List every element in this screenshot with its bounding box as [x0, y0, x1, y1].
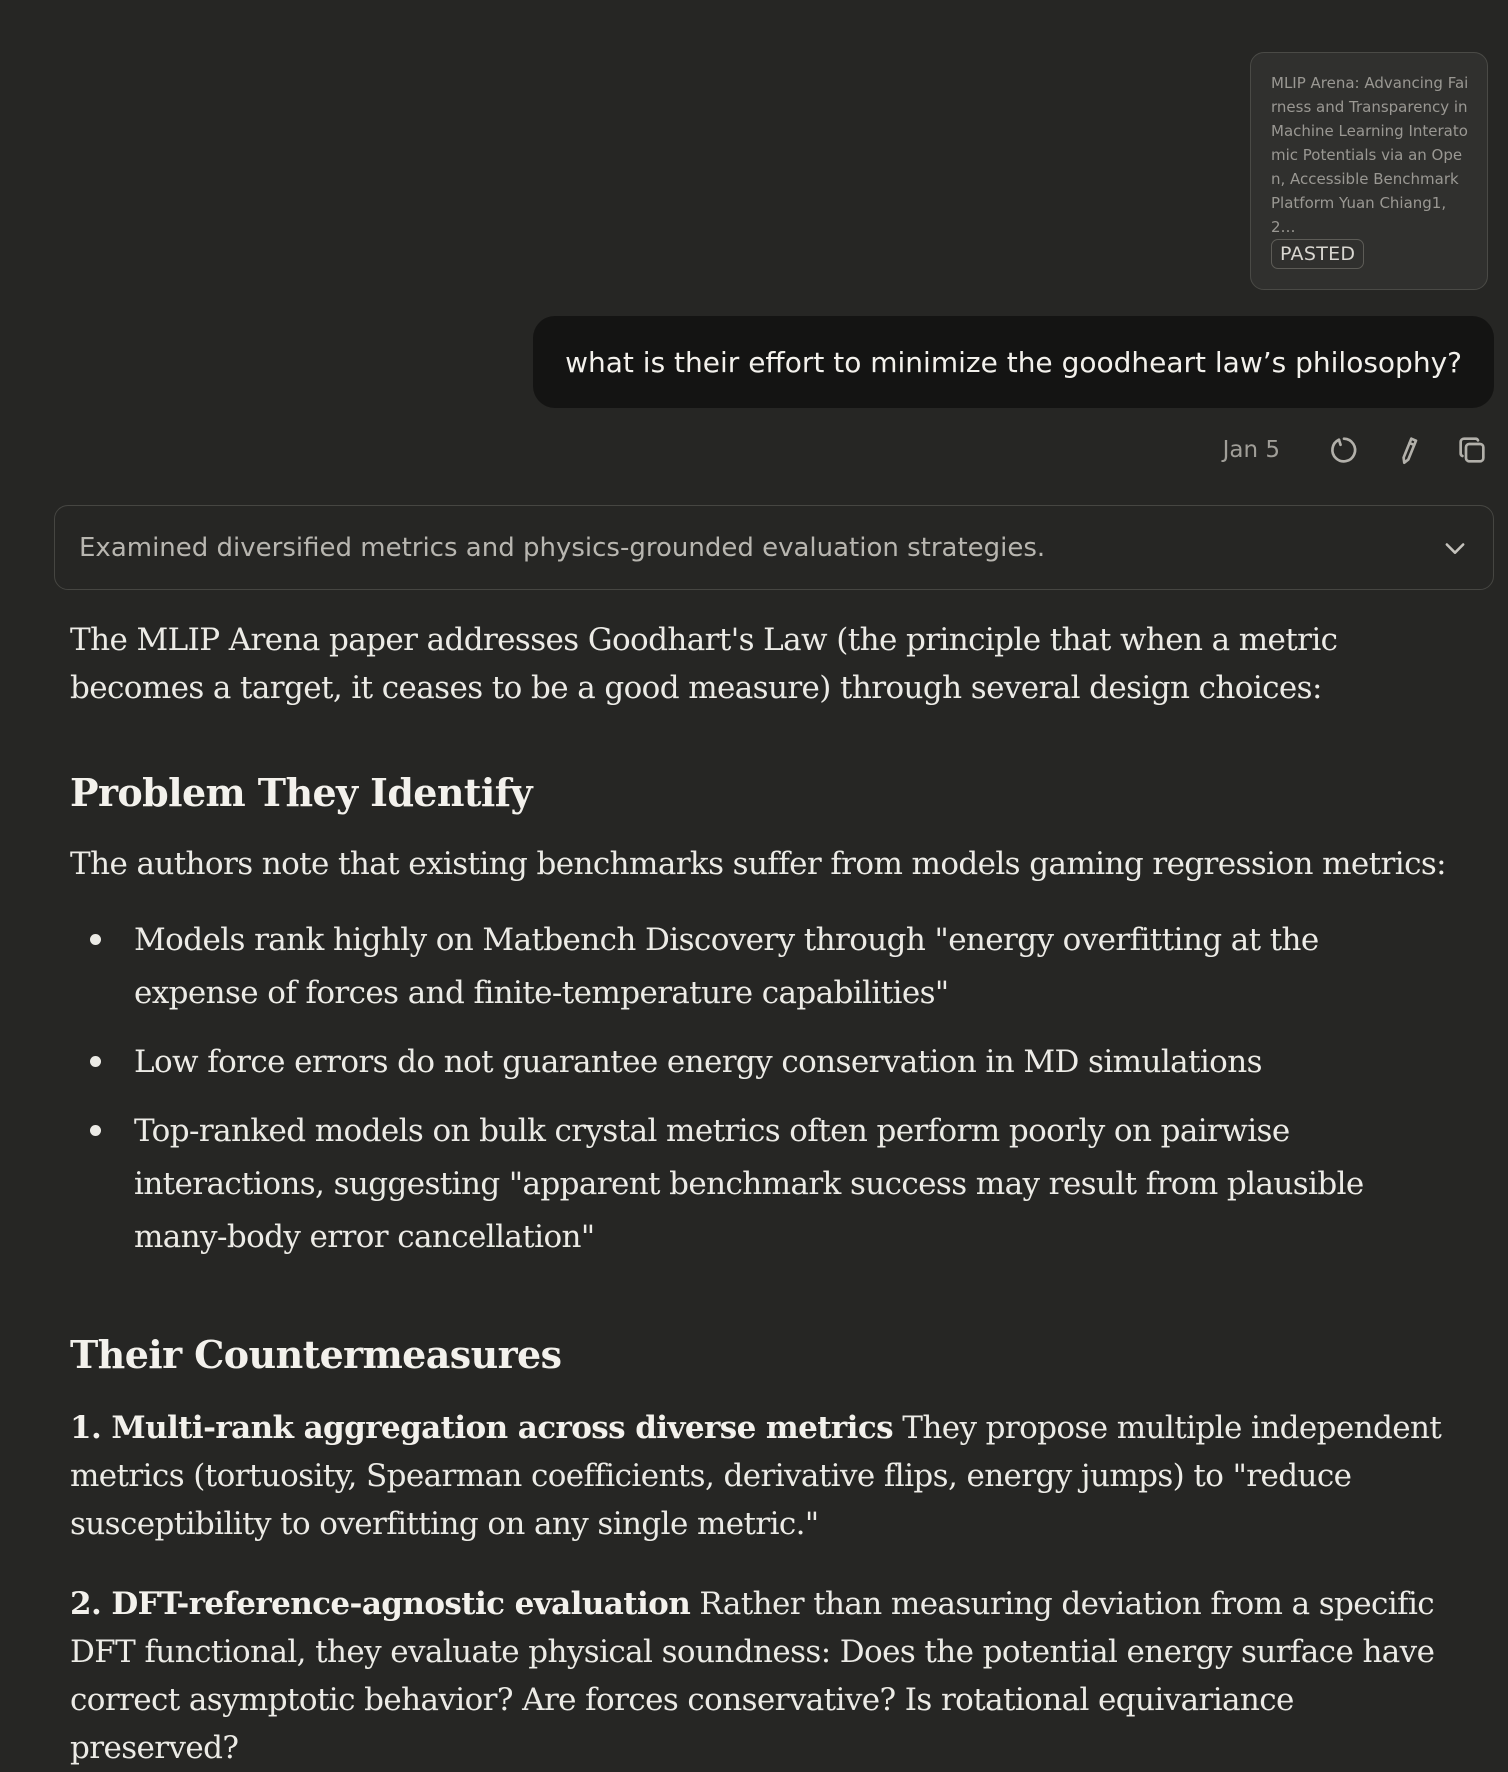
attachment-snippet: MLIP Arena: Advancing Fairness and Transparency in Machine Learning Interatomic Potentials via an Open, Accessible Benchmark Platform Yuan Chiang1,2… [1271, 74, 1469, 236]
message-actions [1223, 428, 1494, 472]
list-item [70, 914, 1450, 1020]
countermeasure-item [70, 1580, 1450, 1772]
bullet-icon [90, 1125, 101, 1136]
list-item [70, 1036, 1450, 1089]
countermeasure-title: 1. Multi-rank aggregation across diverse metrics [70, 1410, 893, 1446]
pasted-attachment-card[interactable] [1250, 52, 1488, 290]
edit-icon [1392, 434, 1424, 466]
section-heading-problem: Problem They Identify [70, 770, 532, 815]
copy-icon [1456, 434, 1488, 466]
bullet-text: Low force errors do not guarantee energy conservation in MD simulations [134, 1044, 1262, 1080]
pasted-badge: PASTED [1271, 239, 1364, 269]
bullet-text: Top-ranked models on bulk crystal metrics often perform poorly on pairwise interactions, suggesting "apparent benchmark success may result from plausible many-body error cancellation" [134, 1113, 1364, 1255]
list-item [70, 1105, 1450, 1264]
edit-button[interactable] [1386, 428, 1430, 472]
user-message-bubble [533, 316, 1494, 408]
bullet-text: Models rank highly on Matbench Discovery through "energy overfitting at the expense of forces and finite-temperature capabilities" [134, 922, 1319, 1011]
copy-button[interactable] [1450, 428, 1494, 472]
bullet-icon [90, 1056, 101, 1067]
user-message-text: what is their effort to minimize the goodheart law’s philosophy? [565, 345, 1462, 379]
retry-button[interactable] [1322, 428, 1366, 472]
message-date: Jan 5 [1222, 437, 1280, 463]
countermeasure-item [70, 1404, 1450, 1548]
thinking-summary-toggle[interactable] [54, 505, 1494, 590]
problem-bullet-list [70, 914, 1450, 1264]
section-heading-countermeasures: Their Countermeasures [70, 1332, 562, 1377]
retry-icon [1328, 434, 1360, 466]
countermeasure-body: They propose multiple independent metrics (tortuosity, Spearman coefficients, derivative flips, energy jumps) to "reduce susceptibility to overfitting on any single metric." [70, 1410, 1442, 1542]
assistant-response [70, 610, 1450, 1772]
bullet-icon [90, 934, 101, 945]
response-intro: The MLIP Arena paper addresses Goodhart's Law (the principle that when a metric becomes a target, it ceases to be a good measure) through several design choices: [70, 622, 1338, 706]
chevron-down-icon [1441, 534, 1469, 562]
countermeasure-title: 2. DFT-reference-agnostic evaluation [70, 1586, 691, 1622]
section-text-problem: The authors note that existing benchmarks suffer from models gaming regression metrics: [70, 846, 1446, 882]
countermeasure-body: Rather than measuring deviation from a specific DFT functional, they evaluate physical soundness: Does the potential energy surface have correct asymptotic behavior? Are forces conservative? Is rotational equivariance preserved? [70, 1586, 1435, 1766]
thinking-summary-text: Examined diversified metrics and physics-grounded evaluation strategies. [79, 532, 1046, 563]
